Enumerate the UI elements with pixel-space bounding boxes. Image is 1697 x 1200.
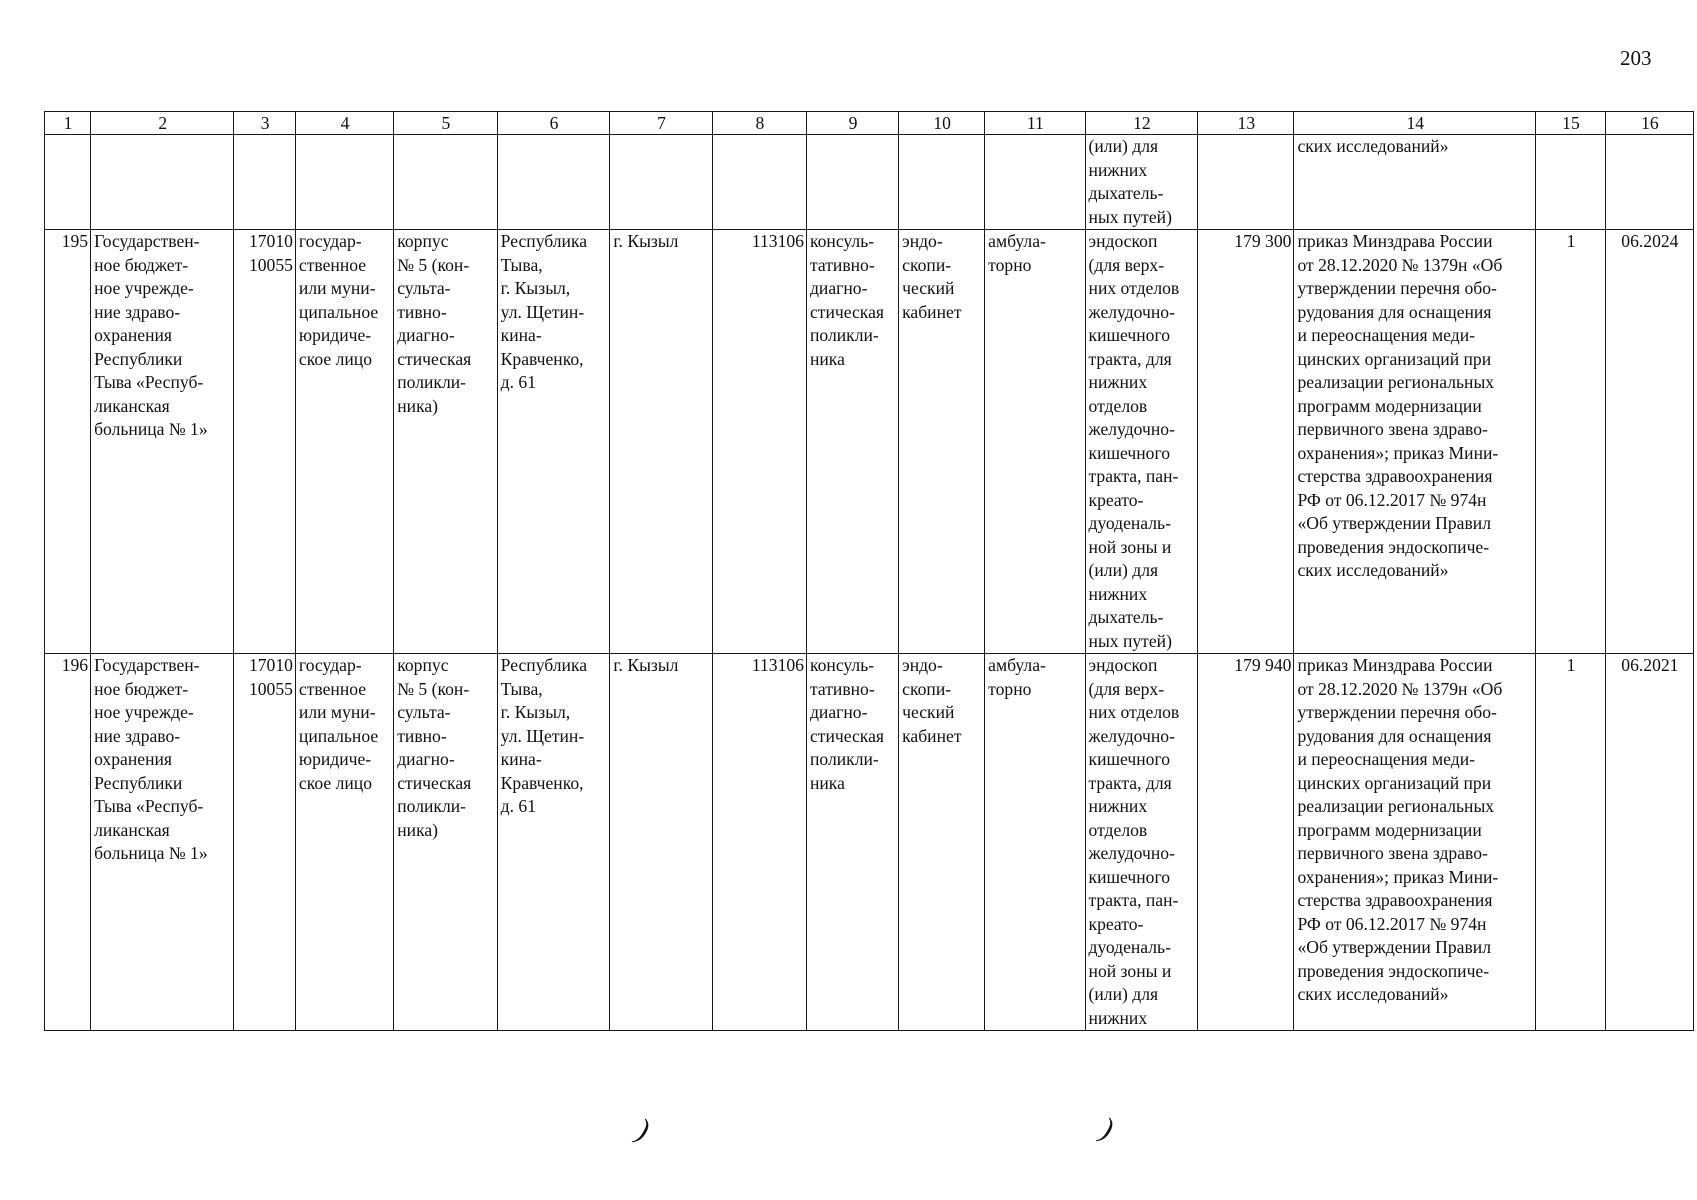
column-number-cell: 6 [497, 112, 610, 135]
column-number-cell: 15 [1536, 112, 1606, 135]
quantity-cell: 1 [1536, 230, 1606, 654]
column-number-cell: 2 [91, 112, 234, 135]
column-number-cell: 9 [806, 112, 898, 135]
row-number-cell: 196 [45, 654, 91, 1031]
address-cell: Республика Тыва, г. Кызыл, ул. Щетин- кина- Кравченко, д. 61 [497, 654, 610, 1031]
continuation-row [45, 135, 1694, 230]
empty-cell [899, 135, 985, 230]
date-cell: 06.2024 [1605, 230, 1693, 654]
column-number-row [45, 112, 1694, 135]
organization-cell: Государствен- ное бюджет- ное учрежде- ние здраво- охранения Республики Тыва «Респуб- ликанская больница № 1» [91, 654, 234, 1031]
building-cell: корпус № 5 (кон- сульта- тивно- диагно- стическая поликли- ника) [394, 654, 497, 1031]
cabinet-cell: эндо- скопи- ческий кабинет [899, 654, 985, 1031]
basis-cell: приказ Минздрава России от 28.12.2020 № 1379н «Об утверждении перечня обо- рудования для оснащения и переоснащения меди- цинских организаций при реализации региональных программ модернизации первичного звена здраво- охранения»; приказ Мини- стерства здравоохранения РФ от 06.12.2017 № 974н «Об утверждении Правил проведения эндоскопиче- ских исследований» [1294, 230, 1536, 654]
empty-cell [712, 135, 806, 230]
empty-cell [610, 135, 712, 230]
empty-cell [1605, 135, 1693, 230]
column-number-cell: 10 [899, 112, 985, 135]
empty-cell [1198, 135, 1294, 230]
empty-cell [1536, 135, 1606, 230]
column-number-cell: 16 [1605, 112, 1693, 135]
empty-cell [295, 135, 393, 230]
code-cell: 17010 10055 [234, 230, 295, 654]
column-number-cell: 5 [394, 112, 497, 135]
unit-cell: консуль- тативно- диагно- стическая поликли- ника [806, 654, 898, 1031]
column-number-cell: 12 [1085, 112, 1198, 135]
organization-cell: Государствен- ное бюджет- ное учрежде- ние здраво- охранения Республики Тыва «Респуб- ликанская больница № 1» [91, 230, 234, 654]
empty-cell [91, 135, 234, 230]
empty-cell [45, 135, 91, 230]
column-number-cell: 7 [610, 112, 712, 135]
column-number-cell: 14 [1294, 112, 1536, 135]
basis-cell: ских исследований» [1294, 135, 1536, 230]
scan-mark: ) [1096, 1111, 1118, 1146]
column-number-cell: 13 [1198, 112, 1294, 135]
address-cell: Республика Тыва, г. Кызыл, ул. Щетин- кина- Кравченко, д. 61 [497, 230, 610, 654]
city-cell: г. Кызыл [610, 654, 712, 1031]
oktmo-cell: 113106 [712, 654, 806, 1031]
column-number-cell: 8 [712, 112, 806, 135]
empty-cell [497, 135, 610, 230]
city-cell: г. Кызыл [610, 230, 712, 654]
price-cell: 179 300 [1198, 230, 1294, 654]
condition-cell: амбула- торно [985, 230, 1085, 654]
condition-cell: амбула- торно [985, 654, 1085, 1031]
page-number: 203 [1620, 46, 1652, 70]
date-cell: 06.2021 [1605, 654, 1693, 1031]
empty-cell [985, 135, 1085, 230]
empty-cell [394, 135, 497, 230]
empty-cell [234, 135, 295, 230]
oktmo-cell: 113106 [712, 230, 806, 654]
quantity-cell: 1 [1536, 654, 1606, 1031]
basis-cell: приказ Минздрава России от 28.12.2020 № 1379н «Об утверждении перечня обо- рудования для оснащения и переоснащения меди- цинских организаций при реализации региональных программ модернизации первичного звена здраво- охранения»; приказ Мини- стерства здравоохранения РФ от 06.12.2017 № 974н «Об утверждении Правил проведения эндоскопиче- ских исследований» [1294, 654, 1536, 1031]
column-number-cell: 3 [234, 112, 295, 135]
column-number-cell: 4 [295, 112, 393, 135]
org-form-cell: государ- ственное или муни- ципальное юридиче- ское лицо [295, 654, 393, 1031]
org-form-cell: государ- ственное или муни- ципальное юридиче- ское лицо [295, 230, 393, 654]
column-number-cell: 11 [985, 112, 1085, 135]
scan-mark: ) [632, 1112, 654, 1147]
equipment-cell: эндоскоп (для верх- них отделов желудочно- кишечного тракта, для нижних отделов желудочно- кишечного тракта, пан- креато- дуоденаль- ной зоны и (или) для нижних [1085, 654, 1198, 1031]
table-row [45, 230, 1694, 654]
equipment-cell: (или) для нижних дыхатель- ных путей) [1085, 135, 1198, 230]
cabinet-cell: эндо- скопи- ческий кабинет [899, 230, 985, 654]
equipment-table [44, 111, 1694, 1031]
row-number-cell: 195 [45, 230, 91, 654]
empty-cell [806, 135, 898, 230]
price-cell: 179 940 [1198, 654, 1294, 1031]
building-cell: корпус № 5 (кон- сульта- тивно- диагно- стическая поликли- ника) [394, 230, 497, 654]
code-cell: 17010 10055 [234, 654, 295, 1031]
table-row [45, 654, 1694, 1031]
column-number-cell: 1 [45, 112, 91, 135]
equipment-cell: эндоскоп (для верх- них отделов желудочно- кишечного тракта, для нижних отделов желудочно- кишечного тракта, пан- креато- дуоденаль- ной зоны и (или) для нижних дыхатель- ных путей) [1085, 230, 1198, 654]
unit-cell: консуль- тативно- диагно- стическая поликли- ника [806, 230, 898, 654]
